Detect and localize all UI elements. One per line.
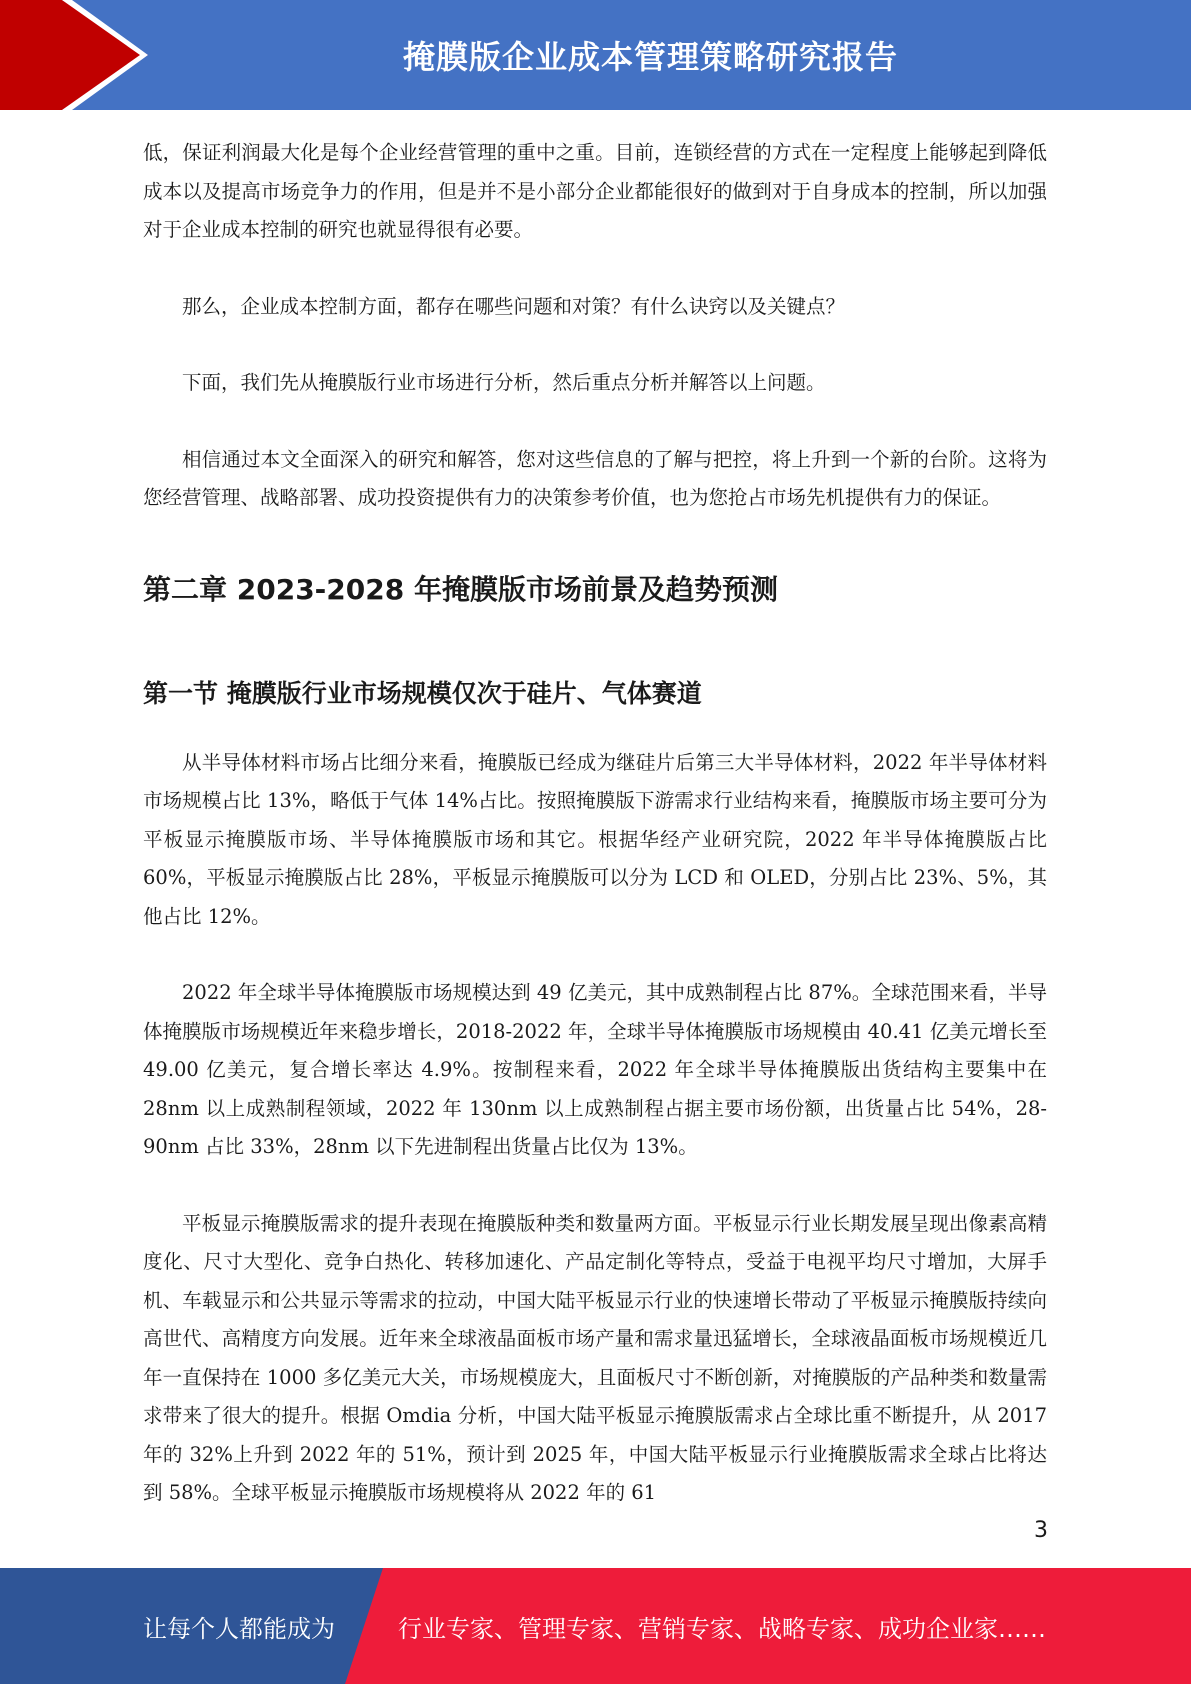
chapter-heading: 第二章 2023-2028 年掩膜版市场前景及趋势预测 xyxy=(143,572,778,606)
section-paragraph-2: 2022 年全球半导体掩膜版市场规模达到 49 亿美元，其中成熟制程占比 87%。全球范围来看，半导体掩膜版市场规模近年来稳步增长，2018-2022 年，全球半导体掩膜版市场规模由 40.41 亿美元增长至 49.00 亿美元，复合增长率达 4.9%。按制程来看，2022 年全球半导体掩膜版出货结构主要集中在 28nm 以上成熟制程领域，2022 年 130nm 以上成熟制程占据主要市场份额，出货量占比 54%，28-90nm 占比 33%，28nm 以下先进制程出货量占比仅为 13%。 xyxy=(143,981,1047,1158)
page-header xyxy=(0,0,1191,110)
page-footer xyxy=(0,1568,1191,1684)
section-paragraph-1: 从半导体材料市场占比细分来看，掩膜版已经成为继硅片后第三大半导体材料，2022 年半导体材料市场规模占比 13%，略低于气体 14%占比。按照掩膜版下游需求行业结构来看，掩膜版市场主要可分为平板显示掩膜版市场、半导体掩膜版市场和其它。根据华经产业研究院，2022 年半导体掩膜版占比 60%，平板显示掩膜版占比 28%，平板显示掩膜版可以分为 LCD 和 OLED，分别占比 23%、5%，其他占比 12%。 xyxy=(143,750,1047,928)
footer-slogan-right: 行业专家、管理专家、营销专家、战略专家、成功企业家…… xyxy=(398,1614,1046,1643)
intro-paragraph-3: 下面，我们先从掩膜版行业市场进行分析，然后重点分析并解答以上问题。 xyxy=(182,371,826,394)
page-number: 3 xyxy=(1034,1518,1048,1543)
header-arrow-decoration xyxy=(0,0,150,110)
footer-slogan-left: 让每个人都能成为 xyxy=(143,1614,335,1643)
intro-paragraph-1: 低，保证利润最大化是每个企业经营管理的重中之重。目前，连锁经营的方式在一定程度上能够起到降低成本以及提高市场竞争力的作用，但是并不是小部分企业都能很好的做到对于自身成本的控制，所以加强对于企业成本控制的研究也就显得很有必要。 xyxy=(143,141,1047,241)
report-title: 掩膜版企业成本管理策略研究报告 xyxy=(402,38,898,76)
intro-paragraph-4: 相信通过本文全面深入的研究和解答，您对这些信息的了解与把控，将上升到一个新的台阶。这将为您经营管理、战略部署、成功投资提供有力的决策参考价值，也为您抢占市场先机提供有力的保证。 xyxy=(143,447,1047,509)
section-heading: 第一节 掩膜版行业市场规模仅次于硅片、气体赛道 xyxy=(143,678,702,708)
intro-paragraph-2: 那么，企业成本控制方面，都存在哪些问题和对策？有什么诀窍以及关键点？ xyxy=(182,294,846,318)
section-paragraph-3: 平板显示掩膜版需求的提升表现在掩膜版种类和数量两方面。平板显示行业长期发展呈现出像素高精度化、尺寸大型化、竞争白热化、转移加速化、产品定制化等特点，受益于电视平均尺寸增加，大屏手机、车载显示和公共显示等需求的拉动，中国大陆平板显示行业的快速增长带动了平板显示掩膜版持续向高世代、高精度方向发展。近年来全球液晶面板市场产量和需求量迅猛增长，全球液晶面板市场规模近几年一直保持在 1000 多亿美元大关，市场规模庞大，且面板尺寸不断创新，对掩膜版的产品种类和数量需求带来了很大的提升。根据 Omdia 分析，中国大陆平板显示掩膜版需求占全球比重不断提升，从 2017 年的 32%上升到 2022 年的 51%，预计到 2025 年，中国大陆平板显示行业掩膜版需求全球占比将达到 58%。全球平板显示掩膜版市场规模将从 2022 年的 61 xyxy=(143,1211,1047,1504)
page-content xyxy=(143,134,1047,1513)
